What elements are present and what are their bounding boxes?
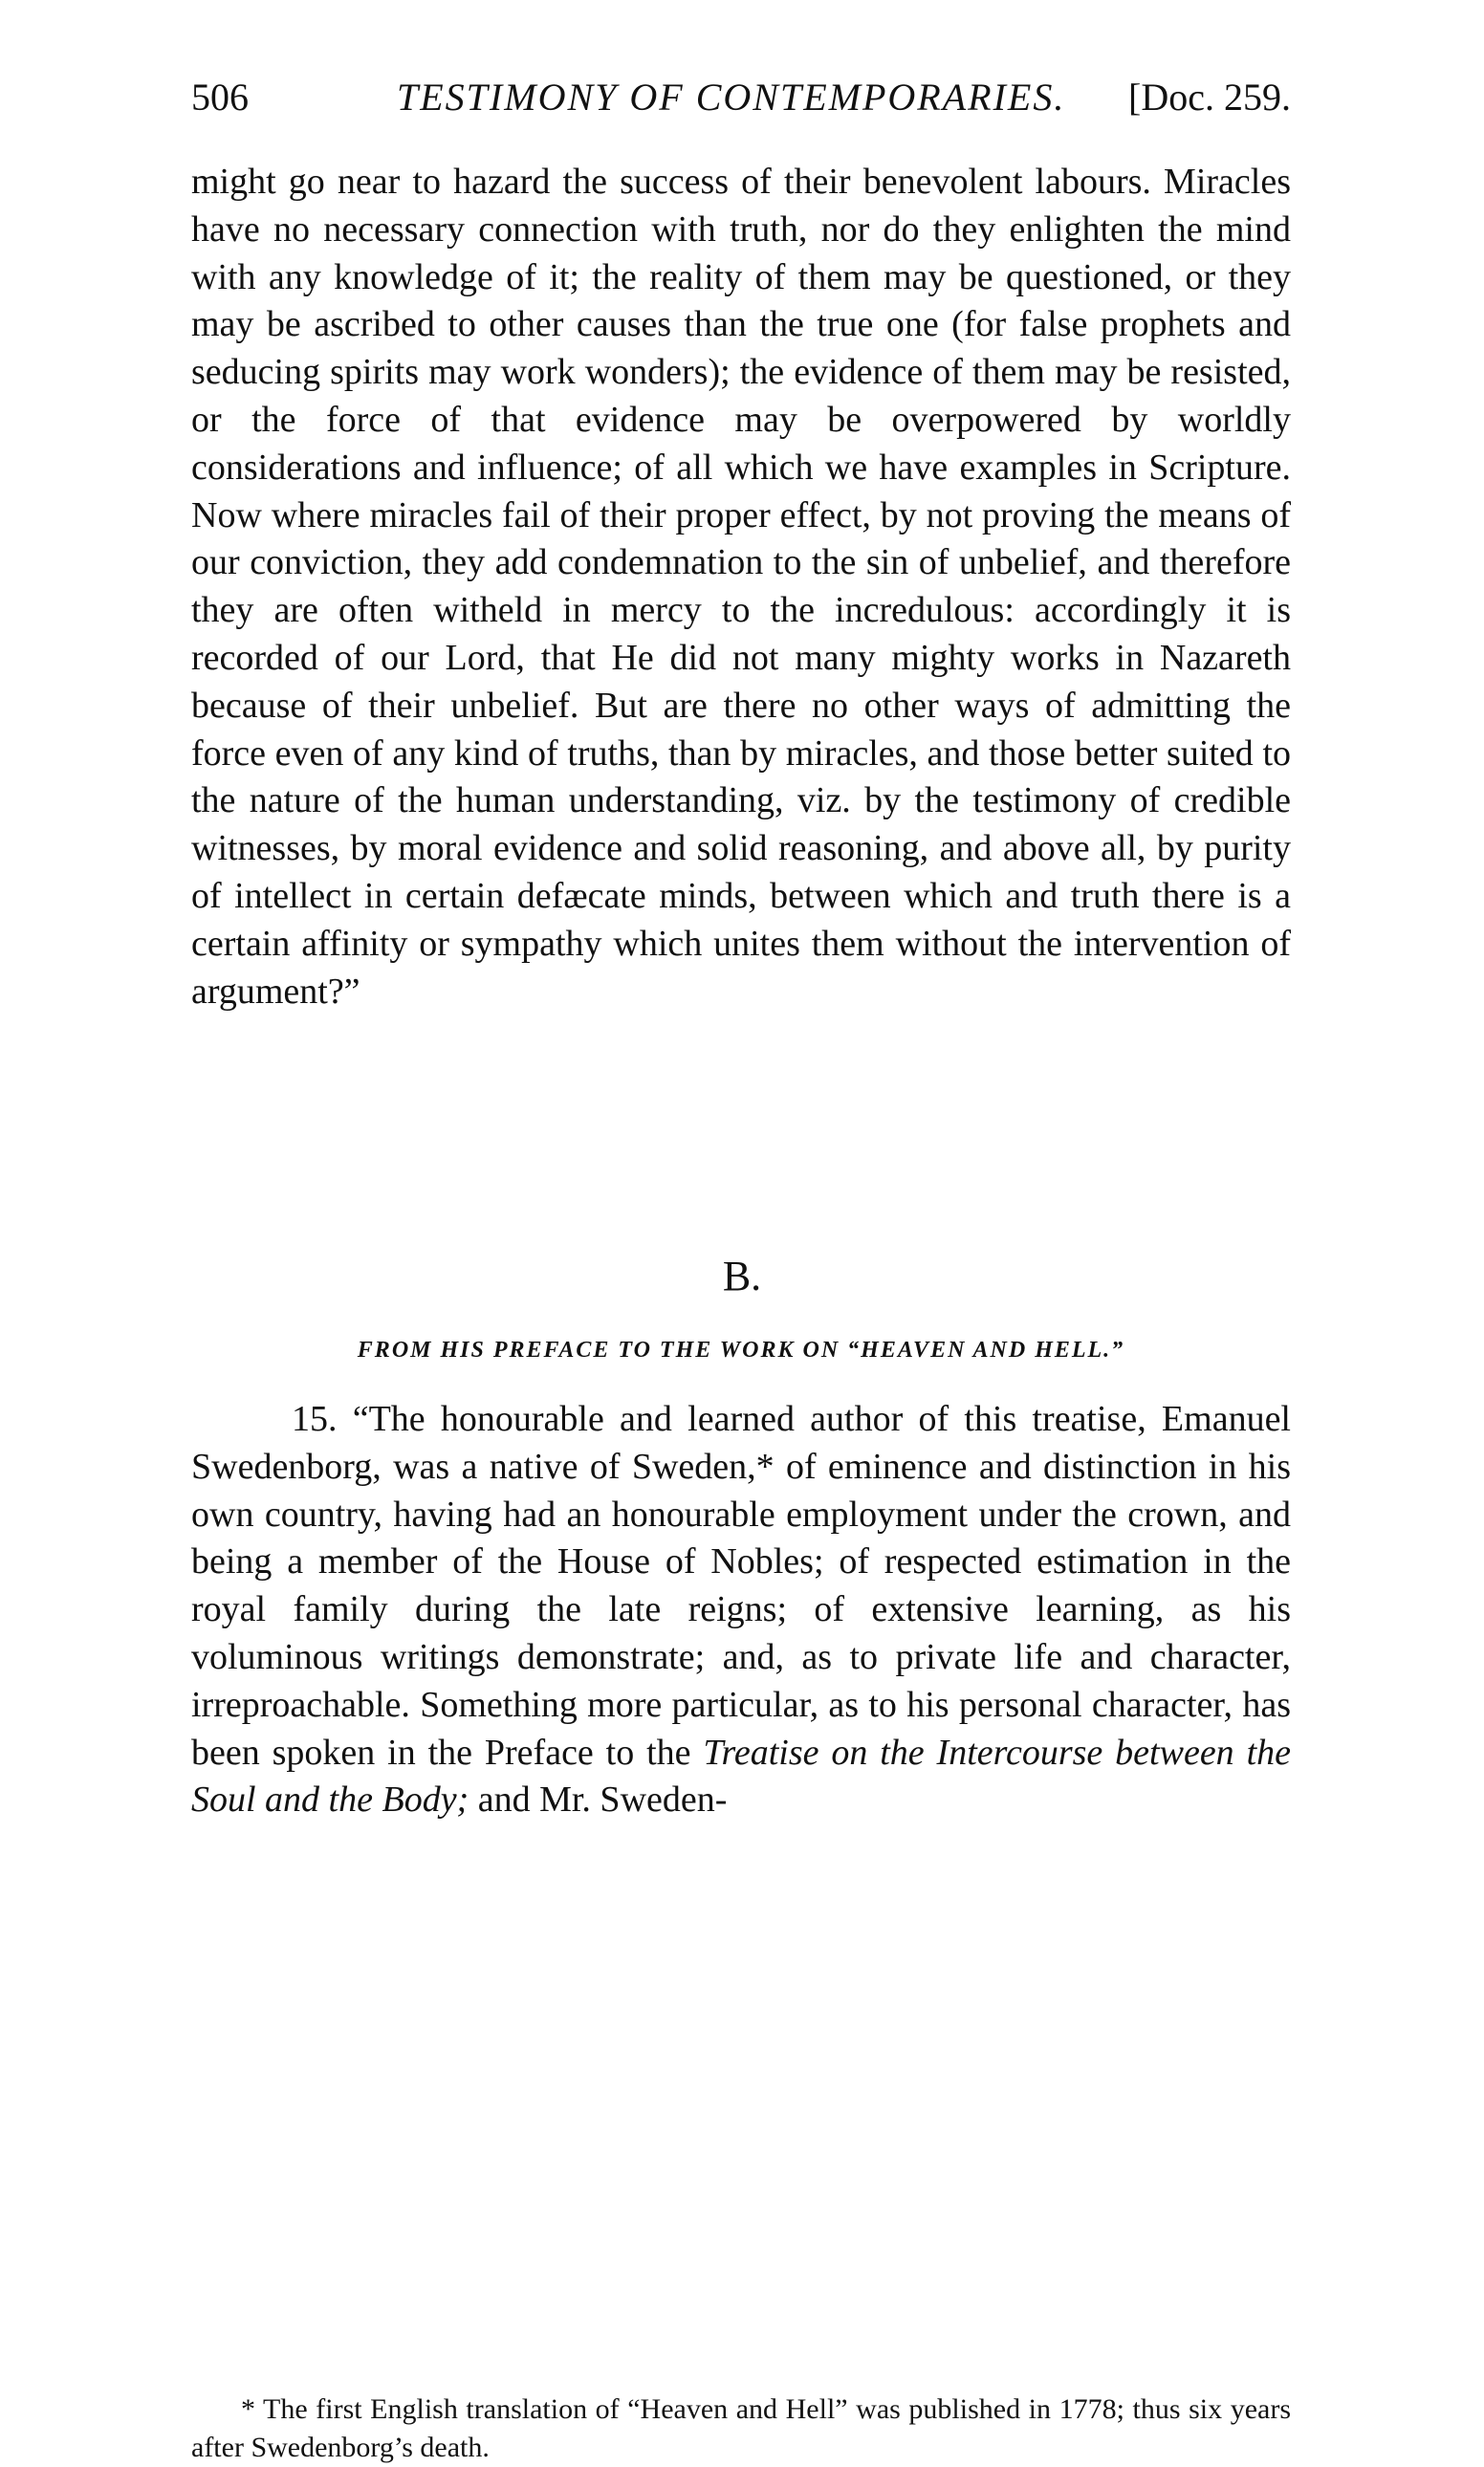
footnote: * The first English translation of “Heaven and Hell” was published in 1778; thus six years after Swedenborg’s death. [191, 2393, 1291, 2463]
running-title: TESTIMONY OF CONTEMPORARIES. [397, 76, 1066, 119]
page-number: 506 [191, 76, 249, 119]
body-paragraph-1: might go near to hazard the success of their benevolent labours. Miracles have no necessary connection with truth, nor do they enlighten the mind with any knowledge of it; the reality of them may be questioned, or they may be ascribed to other causes than the true one (for false prophets and seducing spirits may work wonders); the evidence of them may be resisted, or the force of that evidence may be overpowered by worldly considerations and influence; of all which we have examples in Scripture. Now where miracles fail of their proper effect, by not proving the means of our conviction, they add condemnation to the sin of unbelief, and therefore they are often witheld in mercy to the incredulous: accordingly it is recorded of our Lord, that He did not many mighty works in Nazareth because of their unbelief. But are there no other ways of admitting the force even of any kind of truths, than by miracles, and those better suited to the nature of the human understanding, viz. by the testimony of credible witnesses, by moral evidence and solid reasoning, and above all, by purity of intellect in certain defæcate minds, between which and truth there is a certain affinity or sympathy which unites them without the intervention of argument?” [191, 162, 1291, 1012]
body-paragraph-2 [191, 1396, 1291, 1824]
treatise-title: Treatise on the Intercourse between the Soul and the Body; [191, 1732, 1291, 1821]
paragraph-2-text-end: and Mr. Sweden- [469, 1779, 728, 1821]
document-reference: [Doc. 259. [1128, 76, 1291, 119]
running-head [191, 69, 1291, 126]
paragraph-2-text-start: 15. “The honourable and learned author of this treatise, Emanuel Swedenborg, was a native of Sweden,* of eminence and distinction in his own country, having had an honourable employment under the crown, and being a member of the House of Nobles; of respected estimation in the royal family during the late reigns; of extensive learning, as his voluminous writings demonstrate; and, as to private life and character, irreproachable. Something more particular, as to his personal character, has been spoken in the Preface to the [191, 1399, 1291, 1773]
section-letter: B. [722, 1253, 762, 1299]
section-subheading: FROM HIS PREFACE TO THE WORK ON “HEAVEN AND HELL.” [357, 1338, 1125, 1363]
